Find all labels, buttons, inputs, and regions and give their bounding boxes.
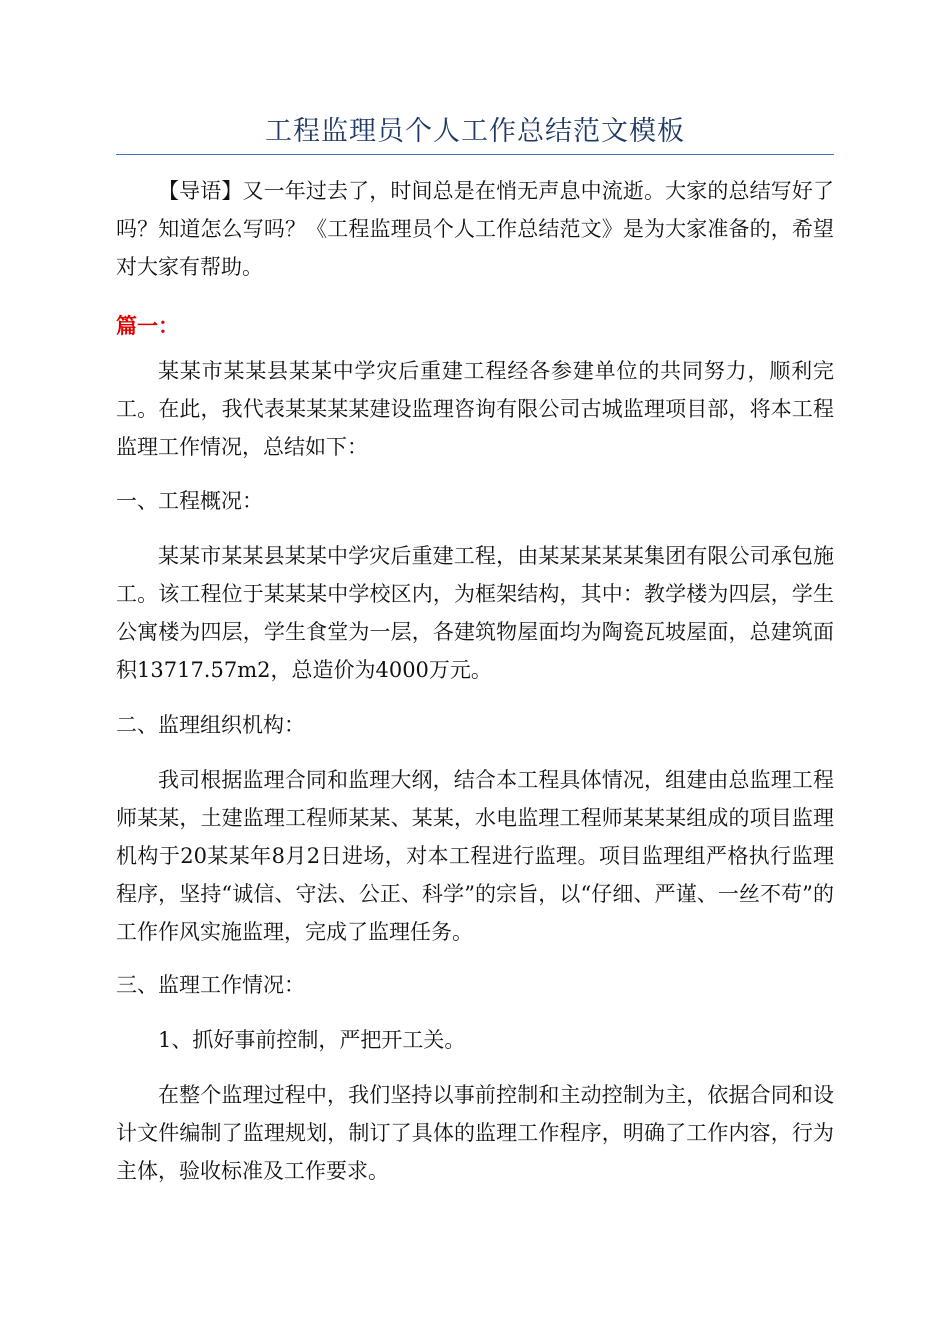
body-paragraph-4: 在整个监理过程中，我们坚持以事前控制和主动控制为主，依据合同和设计文件编制了监理规划，制订了具体的监理工作程序，明确了工作内容，行为主体，验收标准及工作要求。 bbox=[116, 1083, 834, 1183]
section-label: 篇一： bbox=[116, 313, 179, 338]
heading-work-status: 三、监理工作情况： bbox=[116, 973, 305, 997]
heading-organization: 二、监理组织机构： bbox=[116, 713, 305, 737]
document-title: 工程监理员个人工作总结范文模板 bbox=[265, 116, 685, 147]
title-underline bbox=[116, 154, 834, 155]
heading-project-overview: 一、工程概况： bbox=[116, 489, 263, 513]
body-paragraph-2: 某某市某某县某某中学灾后重建工程，由某某某某某集团有限公司承包施工。该工程位于某某某中学校区内，为框架结构，其中：教学楼为四层，学生公寓楼为四层，学生食堂为一层，各建筑物屋面均为陶瓷瓦坡屋面，总建筑面积13717.57m2，总造价为4000万元。 bbox=[116, 544, 834, 682]
body-paragraph-3: 我司根据监理合同和监理大纲，结合本工程具体情况，组建由总监理工程师某某，土建监理工程师某某、某某，水电监理工程师某某某组成的项目监理机构于20某某年8月2日进场，对本工程进行监理。项目监理组严格执行监理程序，坚持“诚信、守法、公正、科学”的宗旨，以“仔细、严谨、一丝不苟”的工作作风实施监理，完成了监理任务。 bbox=[116, 768, 834, 944]
body-paragraph-1: 某某市某某县某某中学灾后重建工程经各参建单位的共同努力，顺利完工。在此，我代表某某某某建设监理咨询有限公司古城监理项目部，将本工程监理工作情况，总结如下： bbox=[116, 359, 834, 459]
subheading-1: 1、抓好事前控制，严把开工关。 bbox=[158, 1028, 466, 1052]
intro-paragraph: 【导语】又一年过去了，时间总是在悄无声息中流逝。大家的总结写好了吗？知道怎么写吗？《工程监理员个人工作总结范文》是为大家准备的，希望对大家有帮助。 bbox=[116, 179, 834, 279]
